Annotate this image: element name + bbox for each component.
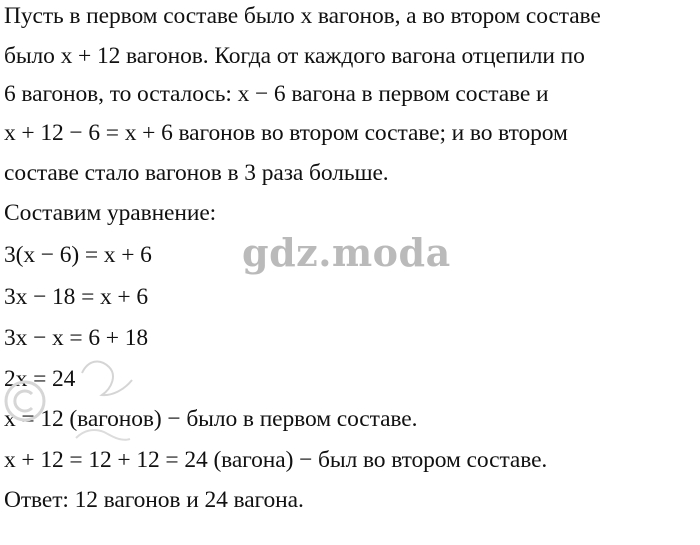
text-line-1: Пусть в первом составе было x вагонов, а во втором составе (4, 3, 601, 29)
watermark-text: gdz.moda (242, 230, 451, 275)
equation-line-2: 3x − 18 = x + 6 (4, 284, 149, 310)
text-line-5: составе стало вагонов в 3 раза больше. (4, 160, 389, 186)
text-line-4: x + 12 − 6 = x + 6 вагонов во втором составе; и во втором (4, 120, 568, 146)
text-line-8: x + 12 = 12 + 12 = 24 (вагона) − был во втором составе. (4, 447, 548, 473)
equation-line-4: 2x = 24 (4, 366, 76, 392)
text-line-7: x = 12 (вагонов) − было в первом составе. (4, 406, 418, 432)
text-line-2: было x + 12 вагонов. Когда от каждого вагона отцепили по (4, 43, 585, 69)
equation-line-1: 3(x − 6) = x + 6 (4, 242, 152, 268)
answer-line: Ответ: 12 вагонов и 24 вагона. (4, 487, 304, 513)
copyright-icon (0, 376, 50, 426)
equation-line-3: 3x − x = 6 + 18 (4, 325, 149, 351)
text-line-3: 6 вагонов, то осталось: x − 6 вагона в первом составе и (4, 81, 549, 107)
text-line-6: Составим уравнение: (4, 200, 217, 226)
